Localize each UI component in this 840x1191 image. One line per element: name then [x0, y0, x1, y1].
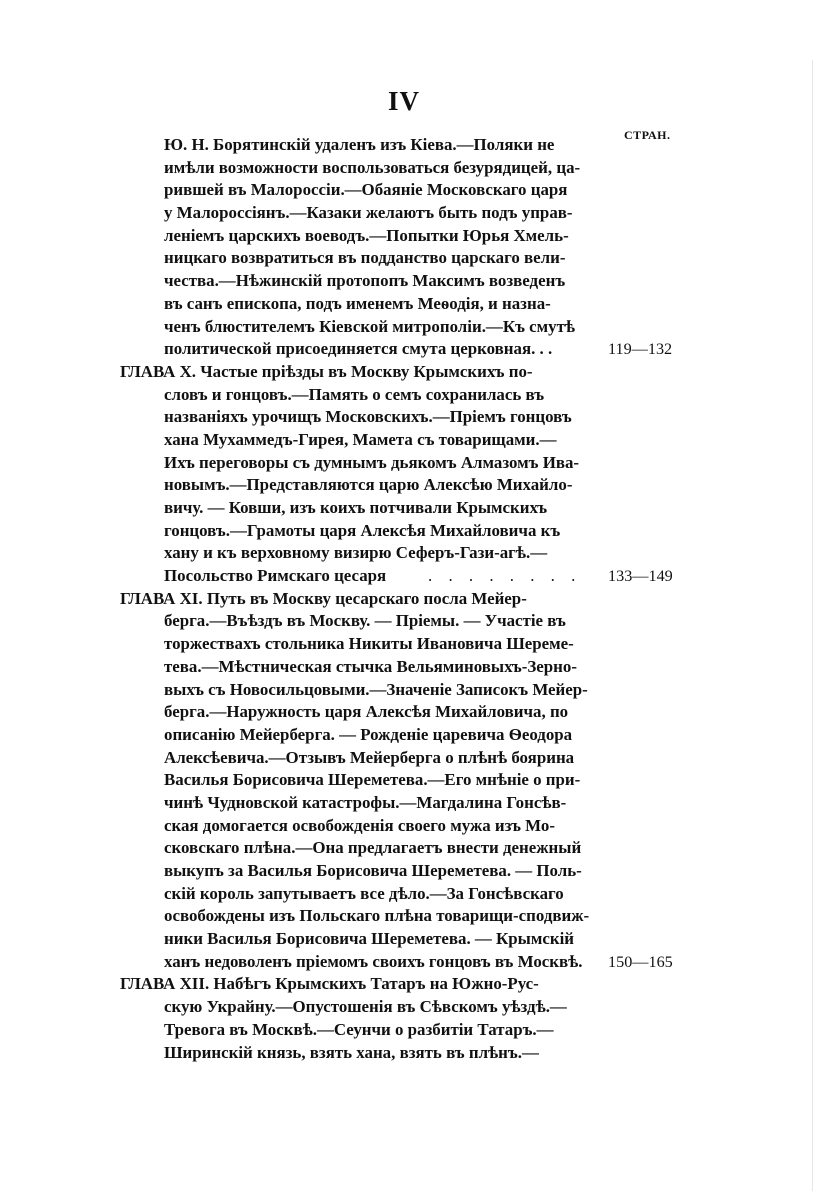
toc-line: торжествахъ стольника Никиты Ивановича Шереме-: [164, 634, 574, 654]
page-number: IV: [388, 86, 421, 116]
toc-line: въ санъ епископа, подъ именемъ Меѳодія, и назна-: [164, 293, 551, 313]
page-column-label: СТРАН.: [624, 128, 671, 142]
toc-line: Алексѣевича.—Отзывъ Мейерберга о плѣнѣ боярина: [164, 747, 575, 767]
chapter-heading-line: ГЛАВА XI. Путь въ Москву цесарскаго посла Мейер-: [120, 588, 527, 608]
toc-line: имѣли возможности воспользоваться безурядицей, ца-: [164, 157, 581, 177]
toc-line: ханъ недоволенъ пріемомъ своихъ гонцовъ въ Москвѣ. 150—165: [164, 951, 673, 971]
toc-line: Ю. Н. Борятинскій удаленъ изъ Кіева.—Поляки не: [164, 135, 555, 154]
toc-line: хану и къ верховному визирю Сеферъ-Гази-агѣ.—: [164, 543, 548, 563]
toc-line: хана Мухаммедъ-Гирея, Мамета съ товарищами.—: [164, 429, 557, 449]
toc-line: Тревога въ Москвѣ.—Сеунчи о разбитіи Татаръ.—: [164, 1019, 554, 1039]
toc-line: ская домогается освобожденія своего мужа изъ Мо-: [164, 815, 555, 835]
toc-line: чинѣ Чудновской катастрофы.—Магдалина Гонсѣв-: [164, 792, 567, 812]
toc-line: чества.—Нѣжинскій протопопъ Максимъ возведенъ: [164, 271, 566, 291]
dot-leader: . . . . . . . .: [428, 566, 582, 586]
toc-line: скій король запутываетъ все дѣло.—За Гонсѣвскаго: [164, 883, 564, 903]
toc-line: у Малороссіянъ.—Казаки желаютъ быть подъ управ-: [164, 203, 573, 223]
toc-line: леніемъ царскихъ воеводъ.—Попытки Юрья Хмель-: [164, 225, 569, 245]
toc-line: рившей въ Малороссіи.—Обаяніе Московскаго царя: [164, 180, 568, 200]
toc-line: тева.—Мѣстническая стычка Вельяминовыхъ-Зерно-: [164, 656, 577, 676]
toc-line: ники Василья Борисовича Шереметева. — Крымскій: [164, 929, 575, 949]
toc-line: новымъ.—Представляются царю Алексѣю Михайло-: [164, 475, 573, 495]
toc-line: сковскаго плѣна.—Она предлагаетъ внести денежный: [164, 838, 582, 858]
chapter-heading-line: ГЛАВА X. Частые пріѣзды въ Москву Крымскихъ по-: [120, 361, 533, 381]
toc-entry-chapter-xi: [0, 588, 673, 974]
toc-line: ницкаго возвратиться въ подданство царскаго вели-: [164, 248, 566, 268]
toc-entry-chapter-xii: [0, 973, 589, 1064]
toc-line: Посольство Римскаго цесаря . . . . . . . . 133—149: [0, 565, 589, 588]
toc-line: вичу. — Ковши, изъ коихъ потчивали Крымскихъ: [164, 498, 548, 517]
toc-line: берга.—Въѣздъ въ Москву. — Пріемы. — Участіе въ: [164, 611, 566, 631]
toc-line: выкупъ за Василья Борисовича Шереметева. — Поль-: [164, 861, 582, 880]
toc-line: берга.—Наружность царя Алексѣя Михайловича, по: [164, 702, 569, 722]
toc-line-text: политической присоединяется смута церковная. . .: [164, 339, 553, 359]
toc-line: Василья Борисовича Шереметева.—Его мнѣніе о при-: [164, 770, 581, 790]
toc-line: Ширинскій князь, взять хана, взять въ плѣнъ.—: [164, 1042, 539, 1062]
toc-entry-chapter-x: [0, 361, 673, 588]
toc-line: выхъ съ Новосильцовыми.—Значеніе Записокъ Мейер-: [164, 679, 588, 699]
toc-line: Ихъ переговоры съ думнымъ дьякомъ Алмазомъ Ива-: [164, 452, 580, 472]
chapter-heading-line: ГЛАВА XII. Набѣгъ Крымскихъ Татаръ на Южно-Рус-: [120, 974, 539, 994]
toc-line: словъ и гонцовъ.—Память о семъ сохранилась въ: [164, 384, 545, 404]
toc-line: политической присоединяется смута церковная. . . 119—132: [164, 339, 673, 359]
toc-line-text: ханъ недоволенъ пріемомъ своихъ гонцовъ въ Москвѣ.: [164, 951, 583, 971]
toc-line: описанію Мейерберга. — Рожденіе царевича Ѳеодора: [164, 724, 573, 744]
toc-line-text: Посольство Римскаго цесаря: [164, 566, 387, 586]
toc-line: названіяхъ урочищъ Московскихъ.—Пріемъ гонцовъ: [164, 407, 572, 427]
toc-line: скую Украйну.—Опустошенія въ Сѣвскомъ уѣздѣ.—: [164, 997, 567, 1017]
toc-line: освобождены изъ Польскаго плѣна товарищи-сподвиж-: [164, 906, 590, 926]
toc-line: гонцовъ.—Грамоты царя Алексѣя Михайловича къ: [164, 520, 561, 540]
toc-line: ченъ блюстителемъ Кіевской митрополіи.—Къ смутѣ: [164, 316, 576, 336]
